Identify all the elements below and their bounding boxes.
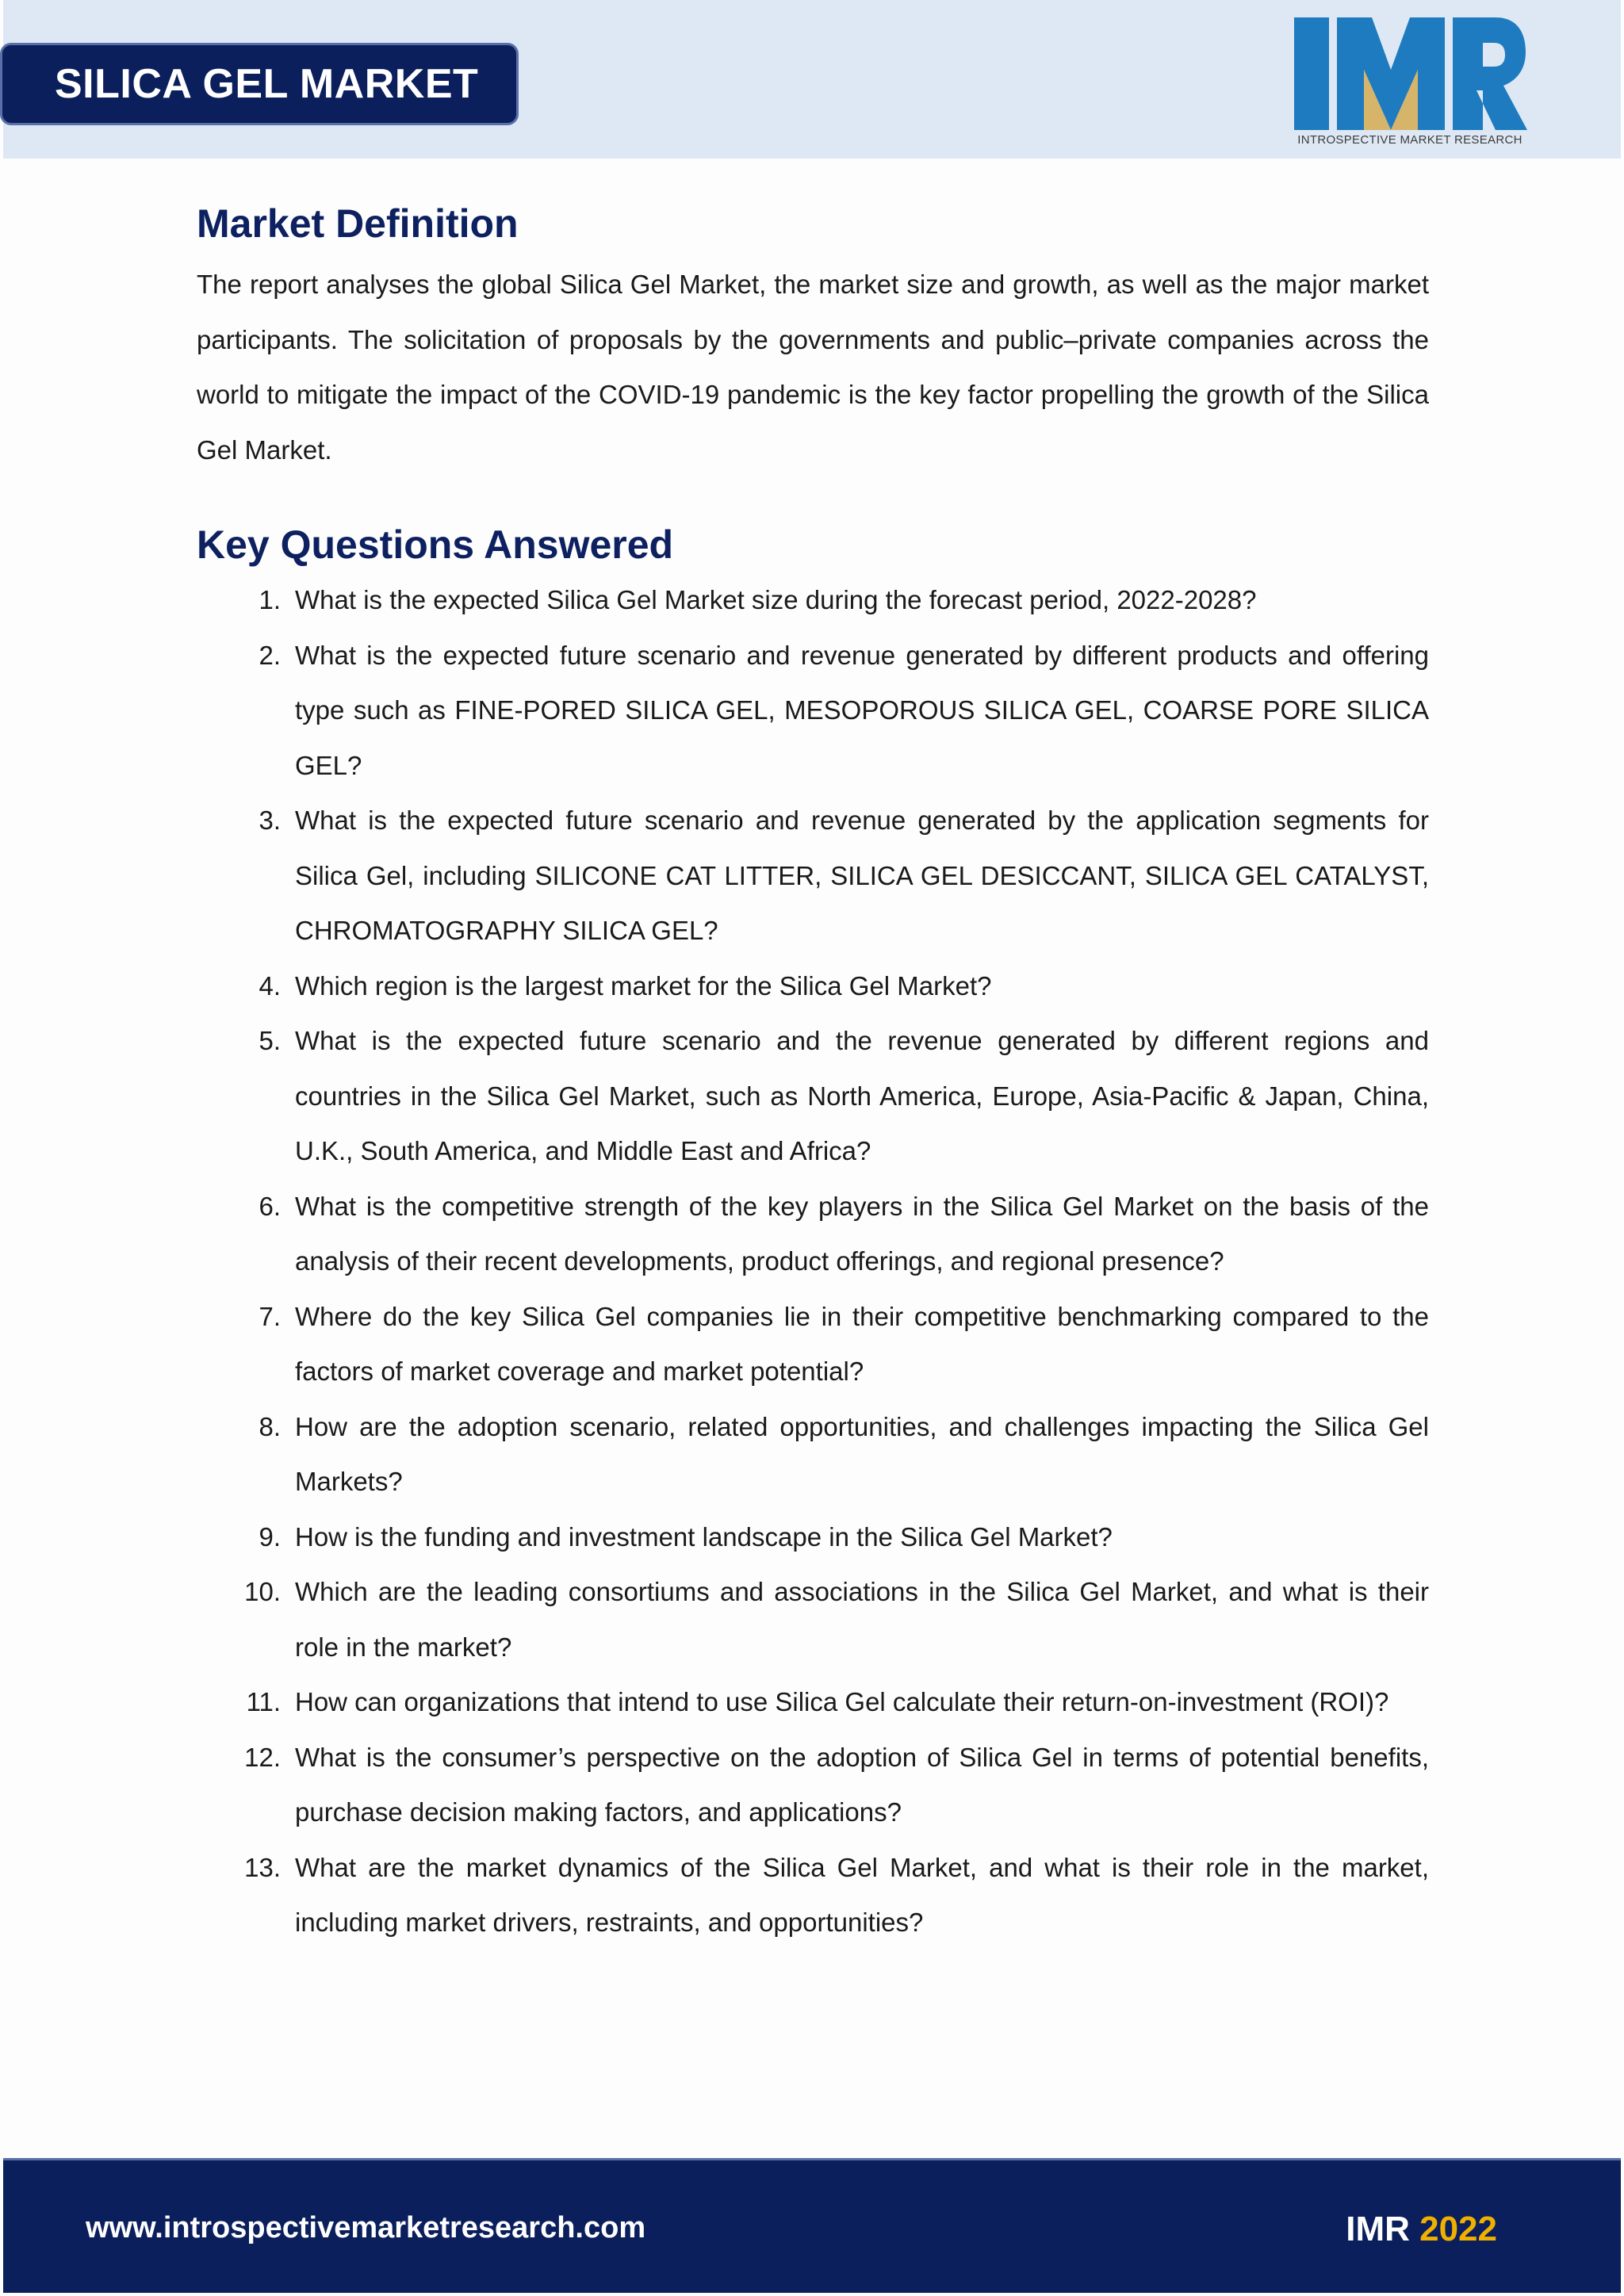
question-number: 6. <box>259 1191 281 1221</box>
list-item <box>197 959 1429 1014</box>
question-number: 9. <box>259 1521 281 1552</box>
imr-logo <box>1291 14 1529 149</box>
question-text: What is the expected Silica Gel Market size during the forecast period, 2022-2028? <box>295 585 1257 614</box>
logo-caption: INTROSPECTIVE MARKET RESEARCH <box>1297 133 1522 147</box>
question-text: What is the expected future scenario and revenue generated by the application segments for Silica Gel, including SILICONE CAT LITTER, SILICA GEL DESICCANT, SILICA GEL CATALYST, CHROMATOGRAPHY SILICA GEL? <box>295 806 1429 945</box>
question-number: 13. <box>244 1852 281 1882</box>
list-item <box>197 1399 1429 1510</box>
list-item <box>197 1013 1429 1179</box>
key-questions-list <box>197 572 1429 1950</box>
question-text: Which are the leading consortiums and associations in the Silica Gel Market, and what is their role in the market? <box>295 1577 1429 1662</box>
key-questions-heading: Key Questions Answered <box>197 522 674 567</box>
list-item <box>197 1510 1429 1565</box>
question-text: How can organizations that intend to use Silica Gel calculate their return-on-investment (ROI)? <box>295 1687 1389 1716</box>
report-title-badge <box>0 43 519 125</box>
footer-brand-name: IMR <box>1346 2210 1410 2248</box>
question-text: What is the expected future scenario and revenue generated by different products and offering type such as FINE-PORED SILICA GEL, MESOPOROUS SILICA GEL, COARSE PORE SILICA GEL? <box>295 640 1429 780</box>
footer-brand <box>1346 2210 1497 2249</box>
question-number: 11. <box>246 1687 281 1716</box>
market-definition-heading: Market Definition <box>197 201 519 246</box>
footer-website-link[interactable]: www.introspectivemarketresearch.com <box>86 2211 646 2244</box>
question-number: 3. <box>259 806 281 835</box>
report-title: SILICA GEL MARKET <box>55 61 479 107</box>
list-item <box>197 572 1429 628</box>
list-item <box>197 1564 1429 1674</box>
question-text: Where do the key Silica Gel companies lie in their competitive benchmarking compared to the factors of market coverage and market potential? <box>295 1301 1429 1386</box>
market-definition-text: The report analyses the global Silica Gel Market, the market size and growth, as well as the major market participants. The solicitation of proposals by the governments and public–private companies across the world to mitigate the impact of the COVID-19 pandemic is the key factor propelling the growth of the Silica Gel Market. <box>197 270 1429 465</box>
question-number: 5. <box>259 1026 281 1055</box>
question-number: 10. <box>244 1577 281 1606</box>
question-text: What is the consumer’s perspective on the adoption of Silica Gel in terms of potential benefits, purchase decision making factors, and applications? <box>295 1742 1429 1827</box>
question-text: What is the competitive strength of the key players in the Silica Gel Market on the basis of the analysis of their recent developments, product offerings, and regional presence? <box>295 1191 1429 1276</box>
footer-year: 2022 <box>1419 2210 1497 2248</box>
question-text: Which region is the largest market for the Silica Gel Market? <box>295 970 992 1001</box>
question-text: What is the expected future scenario and the revenue generated by different regions and countries in the Silica Gel Market, such as North America, Europe, Asia-Pacific & Japan, China, U.K., South America, and Middle East and Africa? <box>295 1026 1429 1165</box>
question-text: How are the adoption scenario, related opportunities, and challenges impacting the Silica Gel Markets? <box>295 1411 1429 1496</box>
list-item <box>197 628 1429 794</box>
list-item <box>197 1674 1429 1730</box>
question-number: 2. <box>259 640 281 670</box>
list-item <box>197 1289 1429 1399</box>
list-item <box>197 1179 1429 1289</box>
question-number: 7. <box>259 1301 281 1331</box>
footer <box>3 2158 1621 2293</box>
list-item <box>197 1730 1429 1840</box>
list-item <box>197 793 1429 959</box>
question-text: How is the funding and investment landscape in the Silica Gel Market? <box>295 1521 1113 1552</box>
question-text: What are the market dynamics of the Silica Gel Market, and what is their role in the market, including market drivers, restraints, and opportunities? <box>295 1852 1429 1937</box>
question-number: 1. <box>259 585 281 614</box>
question-number: 12. <box>244 1742 281 1772</box>
main-content <box>197 190 1429 1950</box>
list-item <box>197 1840 1429 1950</box>
question-number: 8. <box>259 1411 281 1441</box>
question-number: 4. <box>259 970 281 1001</box>
